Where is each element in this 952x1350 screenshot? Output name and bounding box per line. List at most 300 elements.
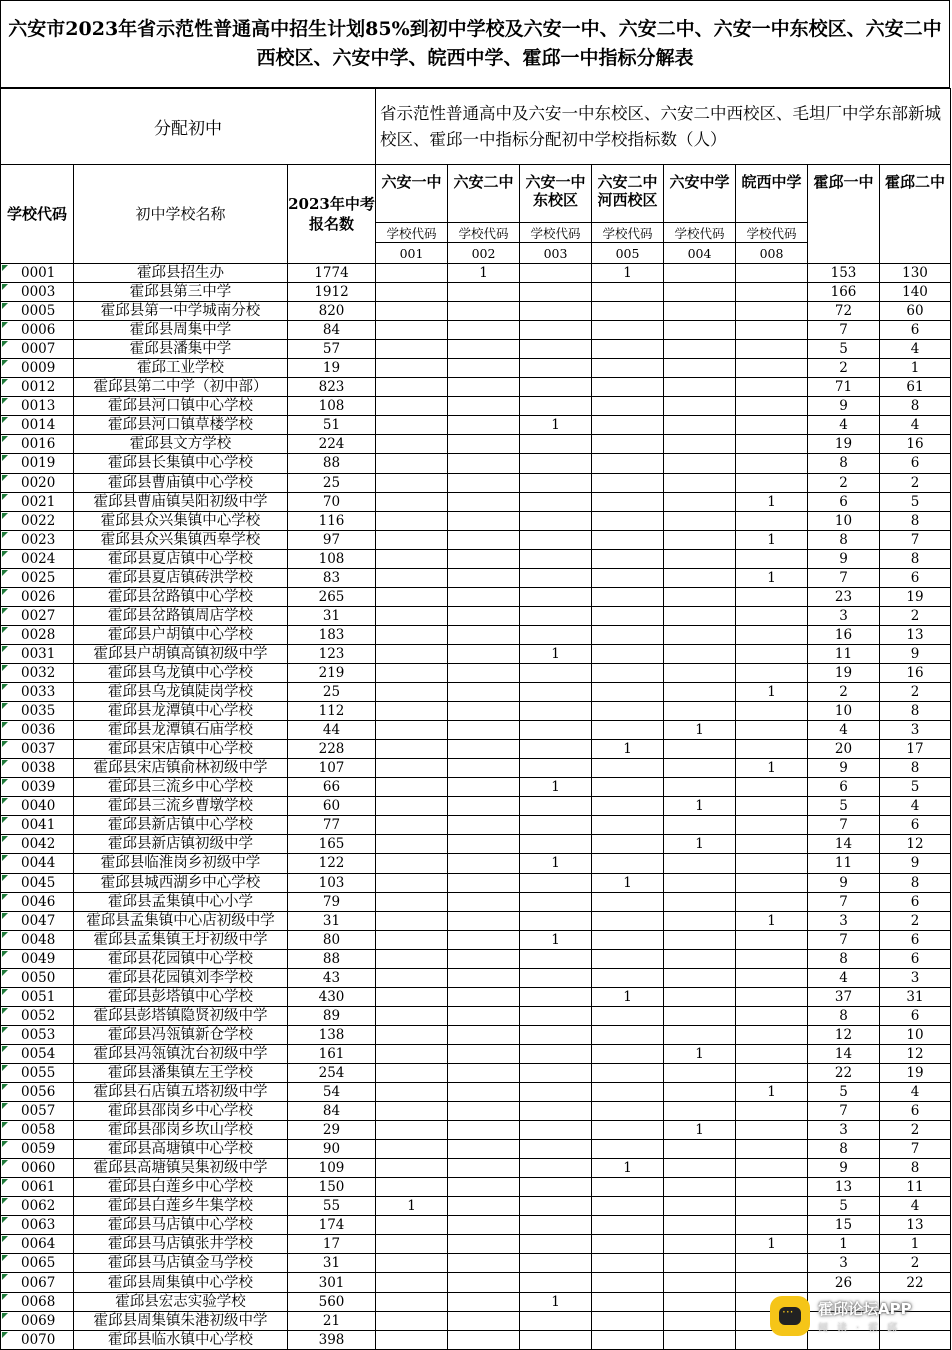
quota-cell	[376, 721, 448, 740]
quota-cell: 1	[664, 1044, 736, 1063]
school-code-cell: 0019	[1, 454, 74, 473]
school-code-value: 008	[736, 243, 808, 264]
quota-cell	[736, 378, 808, 397]
quota-cell: 16	[808, 625, 880, 644]
quota-cell	[376, 264, 448, 283]
quota-cell	[376, 340, 448, 359]
school-name-cell: 霍邱县龙潭镇中心学校	[74, 702, 288, 721]
quota-cell	[736, 968, 808, 987]
table-row	[1, 1140, 951, 1159]
quota-cell	[376, 606, 448, 625]
school-name-cell: 霍邱县白莲乡中心学校	[74, 1178, 288, 1197]
quota-cell	[376, 359, 448, 378]
quota-cell: 8	[880, 873, 951, 892]
quota-cell	[736, 416, 808, 435]
quota-cell	[376, 1102, 448, 1121]
quota-cell: 22	[880, 1273, 951, 1292]
quota-cell: 3	[880, 721, 951, 740]
allocation-description: 省示范性普通高中及六安一中东校区、六安二中西校区、毛坦厂中学东部新城校区、霍邱一中指标分配初中学校指标数（人）	[376, 89, 951, 165]
quota-cell: 166	[808, 283, 880, 302]
quota-cell: 16	[880, 663, 951, 682]
quota-cell	[664, 644, 736, 663]
quota-cell: 1	[664, 1121, 736, 1140]
quota-cell: 11	[808, 854, 880, 873]
quota-cell	[520, 1235, 592, 1254]
registration-count-cell: 228	[288, 740, 376, 759]
quota-cell: 13	[880, 625, 951, 644]
school-name-cell: 霍邱县乌龙镇陡岗学校	[74, 683, 288, 702]
school-code-cell: 0028	[1, 625, 74, 644]
table-row	[1, 1083, 951, 1102]
school-name-cell: 霍邱县三流乡曹墩学校	[74, 797, 288, 816]
quota-cell: 6	[880, 816, 951, 835]
allocate-header: 分配初中	[1, 89, 376, 165]
quota-cell	[592, 606, 664, 625]
school-code-cell: 0056	[1, 1083, 74, 1102]
quota-cell	[592, 321, 664, 340]
quota-cell: 7	[880, 1140, 951, 1159]
quota-cell	[664, 987, 736, 1006]
quota-cell	[448, 549, 520, 568]
table-row	[1, 740, 951, 759]
school-code-cell: 0060	[1, 1159, 74, 1178]
quota-cell	[520, 1216, 592, 1235]
quota-cell	[376, 702, 448, 721]
table-row	[1, 892, 951, 911]
quota-cell	[664, 1254, 736, 1273]
table-row	[1, 1044, 951, 1063]
quota-cell	[376, 1235, 448, 1254]
quota-cell	[736, 302, 808, 321]
school-name-cell: 霍邱县乌龙镇中心学校	[74, 663, 288, 682]
quota-cell	[664, 454, 736, 473]
school-code-cell: 0044	[1, 854, 74, 873]
table-row	[1, 1178, 951, 1197]
quota-cell: 6	[808, 492, 880, 511]
quota-cell: 7	[808, 892, 880, 911]
quota-cell	[664, 702, 736, 721]
quota-cell: 4	[880, 340, 951, 359]
table-row	[1, 1197, 951, 1216]
quota-cell	[592, 1178, 664, 1197]
quota-cell	[592, 835, 664, 854]
school-name-cell: 霍邱县户胡镇高镇初级中学	[74, 644, 288, 663]
registration-count-cell: 107	[288, 759, 376, 778]
school-name-cell: 霍邱县夏店镇中心学校	[74, 549, 288, 568]
quota-cell	[448, 1311, 520, 1330]
quota-cell	[376, 930, 448, 949]
quota-cell: 1	[736, 1083, 808, 1102]
table-row	[1, 606, 951, 625]
school-code-cell: 0062	[1, 1197, 74, 1216]
quota-cell: 2	[808, 359, 880, 378]
quota-cell	[736, 1121, 808, 1140]
quota-cell	[376, 568, 448, 587]
quota-cell	[448, 1006, 520, 1025]
quota-cell: 1	[520, 778, 592, 797]
table-row	[1, 283, 951, 302]
quota-cell	[664, 949, 736, 968]
school-code-cell: 0065	[1, 1254, 74, 1273]
quota-cell	[448, 1178, 520, 1197]
column-header-3: 六安一中东校区	[520, 165, 592, 223]
school-name-cell: 霍邱县众兴集镇西皋学校	[74, 530, 288, 549]
quota-cell: 6	[880, 930, 951, 949]
school-code-cell: 0039	[1, 778, 74, 797]
school-name-cell: 霍邱县潘集镇左王学校	[74, 1063, 288, 1082]
quota-cell	[520, 283, 592, 302]
quota-cell	[448, 873, 520, 892]
registration-count-cell: 66	[288, 778, 376, 797]
registration-count-cell: 57	[288, 340, 376, 359]
quota-cell: 10	[808, 511, 880, 530]
quota-cell	[448, 1273, 520, 1292]
table-row	[1, 359, 951, 378]
quota-cell	[520, 663, 592, 682]
registration-count-cell: 55	[288, 1197, 376, 1216]
quota-cell	[664, 625, 736, 644]
registration-count-cell: 112	[288, 702, 376, 721]
table-row	[1, 721, 951, 740]
quota-cell	[592, 302, 664, 321]
quota-cell	[736, 1178, 808, 1197]
school-code-label: 学校代码	[592, 223, 664, 243]
quota-cell	[376, 473, 448, 492]
table-row	[1, 454, 951, 473]
quota-cell	[664, 568, 736, 587]
quota-cell	[592, 511, 664, 530]
quota-cell	[448, 797, 520, 816]
registration-count-cell: 116	[288, 511, 376, 530]
quota-cell: 2	[808, 473, 880, 492]
quota-cell	[592, 1311, 664, 1330]
table-row	[1, 1216, 951, 1235]
quota-cell	[592, 930, 664, 949]
table-row	[1, 797, 951, 816]
column-header-5: 六安中学	[664, 165, 736, 223]
school-code-cell: 0031	[1, 644, 74, 663]
registration-count-cell: 77	[288, 816, 376, 835]
registration-count-cell: 103	[288, 873, 376, 892]
table-row	[1, 549, 951, 568]
registration-count-cell: 398	[288, 1330, 376, 1349]
registration-count-cell: 219	[288, 663, 376, 682]
quota-cell: 1	[736, 1235, 808, 1254]
school-name-cell: 霍邱县龙潭镇石庙学校	[74, 721, 288, 740]
table-row	[1, 778, 951, 797]
quota-cell: 4	[808, 416, 880, 435]
quota-cell	[520, 435, 592, 454]
school-code-cell: 0026	[1, 587, 74, 606]
quota-cell: 19	[808, 663, 880, 682]
school-name-cell: 霍邱县邵岗乡中心学校	[74, 1102, 288, 1121]
quota-cell	[520, 302, 592, 321]
school-code-cell: 0064	[1, 1235, 74, 1254]
quota-cell: 61	[880, 378, 951, 397]
quota-cell	[448, 587, 520, 606]
quota-cell	[448, 1292, 520, 1311]
quota-cell: 15	[808, 1216, 880, 1235]
watermark-app-name: 霍邱论坛APP	[818, 1300, 912, 1318]
quota-cell	[664, 892, 736, 911]
quota-cell	[592, 892, 664, 911]
registration-count-cell: 84	[288, 1102, 376, 1121]
quota-cell	[736, 740, 808, 759]
quota-cell: 2	[880, 1121, 951, 1140]
registration-count-cell: 90	[288, 1140, 376, 1159]
quota-cell	[520, 702, 592, 721]
quota-cell	[664, 816, 736, 835]
school-code-cell: 0005	[1, 302, 74, 321]
quota-cell	[592, 625, 664, 644]
registration-count-cell: 254	[288, 1063, 376, 1082]
table-row	[1, 1025, 951, 1044]
quota-cell	[664, 1063, 736, 1082]
quota-cell	[448, 1140, 520, 1159]
school-name-cell: 霍邱工业学校	[74, 359, 288, 378]
quota-cell	[376, 1044, 448, 1063]
registration-count-cell: 108	[288, 397, 376, 416]
quota-cell	[736, 454, 808, 473]
quota-cell	[664, 1159, 736, 1178]
quota-cell	[592, 1025, 664, 1044]
table-row	[1, 949, 951, 968]
quota-cell	[448, 968, 520, 987]
quota-cell: 3	[808, 1254, 880, 1273]
quota-cell	[592, 1102, 664, 1121]
quota-cell: 11	[808, 644, 880, 663]
quota-cell: 6	[880, 568, 951, 587]
table-row	[1, 264, 951, 283]
table-row	[1, 340, 951, 359]
quota-cell: 12	[880, 835, 951, 854]
quota-cell	[448, 854, 520, 873]
school-name-cell: 霍邱县孟集镇王圩初级中学	[74, 930, 288, 949]
quota-cell	[664, 1330, 736, 1349]
quota-cell: 3	[880, 968, 951, 987]
school-code-cell: 0006	[1, 321, 74, 340]
quota-cell	[376, 530, 448, 549]
school-code-cell: 0053	[1, 1025, 74, 1044]
quota-cell: 12	[808, 1025, 880, 1044]
registration-count-cell: 44	[288, 721, 376, 740]
quota-cell: 1	[520, 930, 592, 949]
quota-cell	[664, 778, 736, 797]
quota-cell	[448, 1235, 520, 1254]
quota-cell	[664, 1102, 736, 1121]
quota-cell	[736, 549, 808, 568]
quota-cell	[520, 873, 592, 892]
quota-cell: 3	[808, 606, 880, 625]
quota-cell	[520, 1083, 592, 1102]
registration-count-cell: 17	[288, 1235, 376, 1254]
quota-cell	[376, 1330, 448, 1349]
registration-count-cell: 183	[288, 625, 376, 644]
quota-cell	[520, 1140, 592, 1159]
school-name-cell: 霍邱县宋店镇中心学校	[74, 740, 288, 759]
quota-cell: 1	[520, 644, 592, 663]
quota-cell: 60	[880, 302, 951, 321]
quota-cell	[664, 1083, 736, 1102]
quota-cell	[448, 606, 520, 625]
quota-cell	[376, 283, 448, 302]
quota-cell	[520, 797, 592, 816]
table-row	[1, 511, 951, 530]
quota-cell	[664, 511, 736, 530]
quota-cell	[448, 435, 520, 454]
quota-cell	[448, 663, 520, 682]
quota-cell	[736, 511, 808, 530]
count-header: 2023年中考报名数	[288, 165, 376, 264]
quota-cell: 8	[880, 1159, 951, 1178]
quota-cell	[376, 1311, 448, 1330]
table-row	[1, 683, 951, 702]
quota-cell: 31	[880, 987, 951, 1006]
quota-cell	[592, 1216, 664, 1235]
quota-cell: 8	[808, 530, 880, 549]
school-name-cell: 霍邱县临水镇中心学校	[74, 1330, 288, 1349]
allocation-table	[0, 88, 951, 1350]
quota-cell	[592, 1140, 664, 1159]
school-code-cell: 0063	[1, 1216, 74, 1235]
quota-cell	[448, 816, 520, 835]
quota-cell	[520, 1254, 592, 1273]
school-name-cell: 霍邱县河口镇中心学校	[74, 397, 288, 416]
school-code-cell: 0041	[1, 816, 74, 835]
quota-cell: 1	[664, 835, 736, 854]
quota-cell	[376, 302, 448, 321]
table-row	[1, 625, 951, 644]
quota-cell	[376, 435, 448, 454]
quota-cell	[376, 683, 448, 702]
quota-cell	[448, 454, 520, 473]
school-name-cell: 霍邱县宏志实验学校	[74, 1292, 288, 1311]
quota-cell	[376, 663, 448, 682]
quota-cell: 6	[880, 1006, 951, 1025]
school-code-cell: 0049	[1, 949, 74, 968]
quota-cell	[376, 854, 448, 873]
school-name-cell: 霍邱县宋店镇俞林初级中学	[74, 759, 288, 778]
app-watermark	[770, 1287, 952, 1345]
quota-cell	[664, 663, 736, 682]
quota-cell	[592, 568, 664, 587]
school-code-cell: 0070	[1, 1330, 74, 1349]
quota-cell	[736, 340, 808, 359]
quota-cell	[376, 1178, 448, 1197]
quota-cell	[376, 1083, 448, 1102]
quota-cell: 2	[880, 911, 951, 930]
registration-count-cell: 31	[288, 606, 376, 625]
quota-cell	[520, 492, 592, 511]
registration-count-cell: 123	[288, 644, 376, 663]
quota-cell	[664, 1197, 736, 1216]
quota-cell	[376, 911, 448, 930]
quota-cell	[664, 587, 736, 606]
quota-cell	[592, 778, 664, 797]
quota-cell	[520, 1178, 592, 1197]
school-code-cell: 0040	[1, 797, 74, 816]
registration-count-cell: 820	[288, 302, 376, 321]
quota-cell: 8	[880, 702, 951, 721]
quota-cell	[592, 759, 664, 778]
quota-cell	[448, 568, 520, 587]
school-code-cell: 0052	[1, 1006, 74, 1025]
school-name-cell: 霍邱县岔路镇周店学校	[74, 606, 288, 625]
registration-count-cell: 51	[288, 416, 376, 435]
quota-cell	[592, 1330, 664, 1349]
table-row	[1, 911, 951, 930]
school-code-cell: 0047	[1, 911, 74, 930]
quota-cell: 8	[808, 1006, 880, 1025]
quota-cell	[736, 778, 808, 797]
quota-cell	[376, 835, 448, 854]
quota-cell	[376, 416, 448, 435]
quota-cell	[592, 1006, 664, 1025]
school-name-cell: 霍邱县周集中学	[74, 321, 288, 340]
quota-cell: 7	[808, 1102, 880, 1121]
school-name-cell: 霍邱县孟集镇中心小学	[74, 892, 288, 911]
quota-cell	[376, 492, 448, 511]
quota-cell: 9	[880, 644, 951, 663]
school-name-cell: 霍邱县潘集中学	[74, 340, 288, 359]
registration-count-cell: 60	[288, 797, 376, 816]
quota-cell	[664, 283, 736, 302]
quota-cell	[520, 911, 592, 930]
quota-cell	[736, 1025, 808, 1044]
quota-cell: 6	[880, 321, 951, 340]
school-code-cell: 0023	[1, 530, 74, 549]
registration-count-cell: 25	[288, 473, 376, 492]
quota-cell	[592, 816, 664, 835]
school-code-cell: 0003	[1, 283, 74, 302]
registration-count-cell: 29	[288, 1121, 376, 1140]
quota-cell: 14	[808, 835, 880, 854]
quota-cell: 2	[880, 1254, 951, 1273]
quota-cell	[736, 1063, 808, 1082]
school-code-label: 学校代码	[448, 223, 520, 243]
quota-cell: 6	[880, 1102, 951, 1121]
quota-cell: 17	[880, 740, 951, 759]
school-name-cell: 霍邱县曹庙镇中心学校	[74, 473, 288, 492]
school-code-cell: 0032	[1, 663, 74, 682]
quota-cell: 1	[520, 854, 592, 873]
quota-cell	[520, 968, 592, 987]
quota-cell	[448, 1159, 520, 1178]
quota-cell	[448, 987, 520, 1006]
quota-cell	[592, 702, 664, 721]
quota-cell: 14	[808, 1044, 880, 1063]
quota-cell	[520, 625, 592, 644]
quota-cell: 6	[880, 949, 951, 968]
school-code-label: 学校代码	[376, 223, 448, 243]
quota-cell	[520, 378, 592, 397]
quota-cell	[736, 1140, 808, 1159]
quota-cell	[448, 378, 520, 397]
quota-cell	[664, 1273, 736, 1292]
school-code-cell: 0069	[1, 1311, 74, 1330]
quota-cell: 3	[808, 1121, 880, 1140]
quota-cell	[448, 911, 520, 930]
school-code-cell: 0037	[1, 740, 74, 759]
quota-cell	[376, 797, 448, 816]
quota-cell	[376, 1216, 448, 1235]
quota-cell	[376, 968, 448, 987]
quota-cell: 6	[808, 778, 880, 797]
quota-cell	[664, 1311, 736, 1330]
registration-count-cell: 31	[288, 1254, 376, 1273]
school-name-cell: 霍邱县石店镇五塔初级中学	[74, 1083, 288, 1102]
quota-cell: 1	[520, 1292, 592, 1311]
